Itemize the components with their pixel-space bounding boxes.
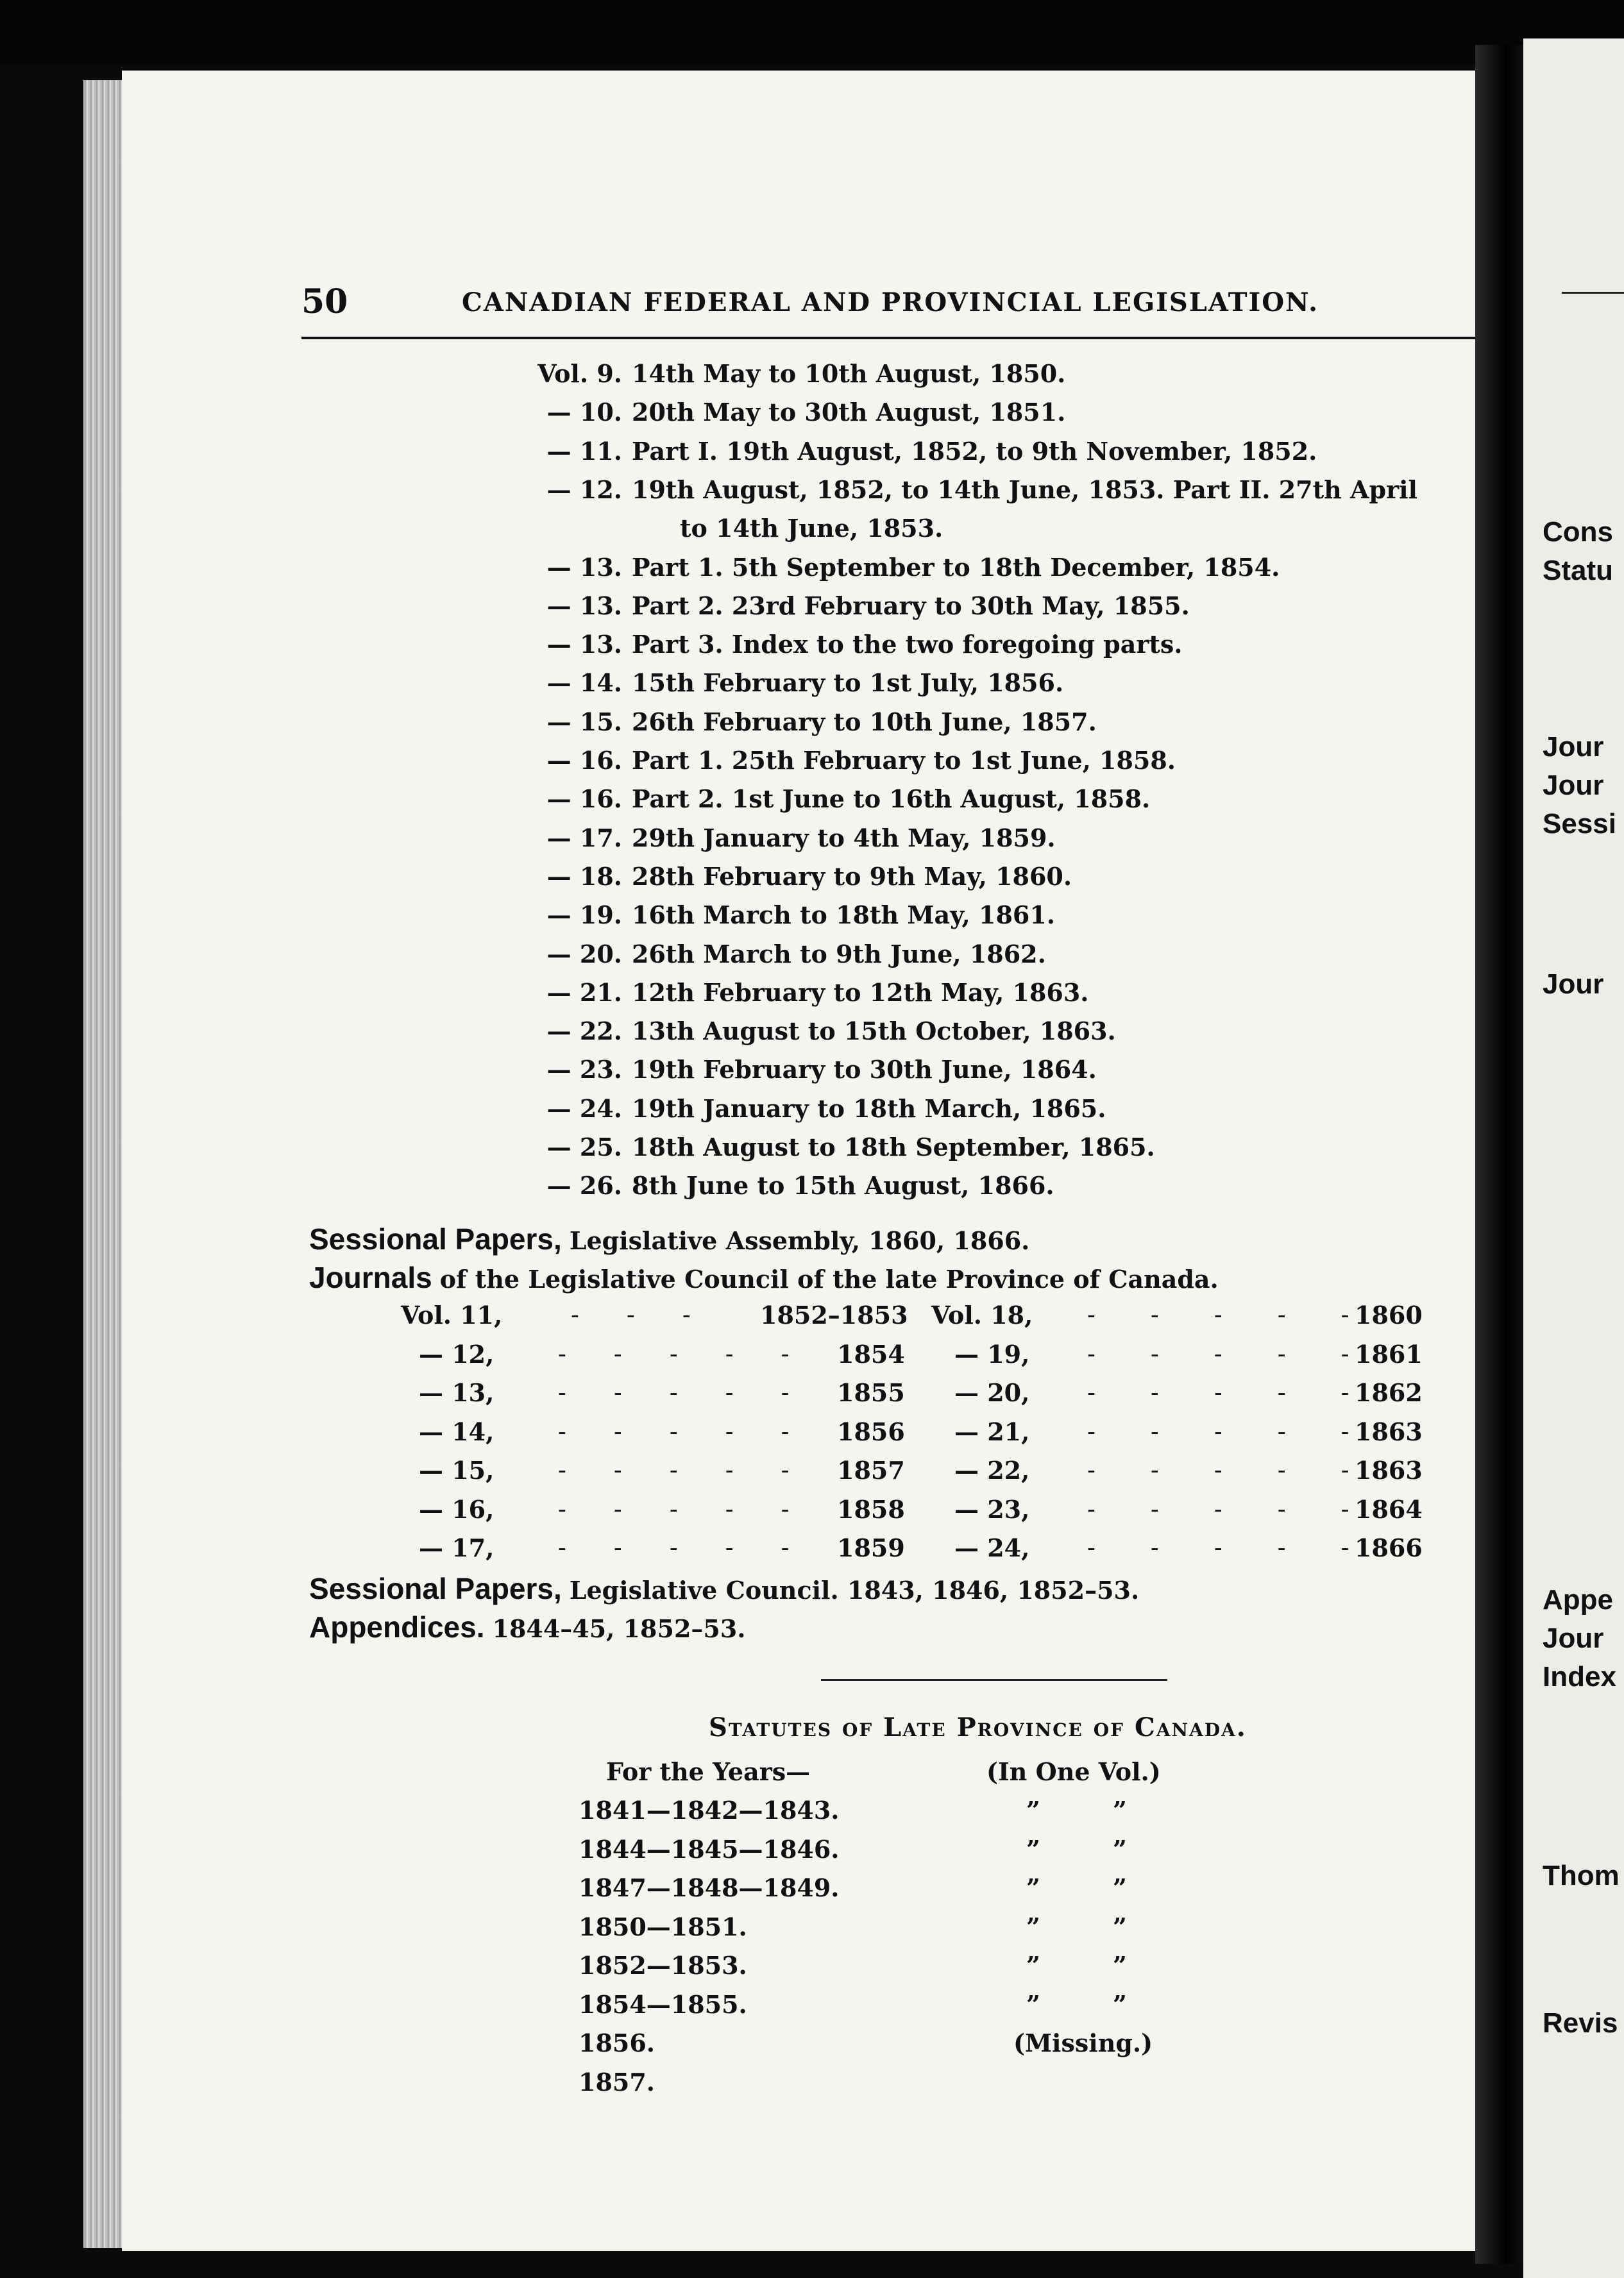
- section-text: 1844–45, 1852–53.: [492, 1614, 746, 1643]
- leader-dots: - - - - -: [1087, 1378, 1349, 1406]
- facing-page-fragment: Appe: [1543, 1584, 1613, 1616]
- volume-dates: Part 1. 25th February to 1st June, 1858.: [632, 746, 1176, 775]
- journal-vol-left: Vol. 11,: [401, 1301, 503, 1329]
- journal-vol-right: — 19,: [954, 1339, 1030, 1369]
- leader-dots: - - - - -: [1087, 1494, 1349, 1523]
- ditto-mark: ”: [1026, 1834, 1040, 1864]
- volume-number: — 16.: [546, 784, 622, 814]
- facing-page-fragment: Sessi: [1543, 808, 1616, 839]
- book-gutter: [1475, 45, 1527, 2264]
- volume-dates: 26th March to 9th June, 1862.: [632, 939, 1046, 968]
- journal-vol-right: — 23,: [954, 1494, 1030, 1524]
- facing-page-fragment: Thom: [1543, 1860, 1620, 1891]
- volume-dates: Part I. 19th August, 1852, to 9th November, 1852.: [632, 436, 1317, 466]
- page-number: 50: [301, 282, 348, 321]
- volume-dates: to 14th June, 1853.: [680, 514, 943, 543]
- journal-year-right: 1861: [1355, 1339, 1423, 1369]
- journal-year-right: 1864: [1355, 1494, 1423, 1524]
- statute-years: 1857.: [579, 2067, 655, 2097]
- volume-dates: 29th January to 4th May, 1859.: [632, 823, 1056, 852]
- volume-dates: 15th February to 1st July, 1856.: [632, 668, 1064, 698]
- section-heading: Sessional Papers,: [309, 1222, 562, 1256]
- facing-page-fragment: Jour: [1543, 731, 1604, 763]
- appendices: [309, 1610, 746, 1644]
- section-text: of the Legislative Council of the late Province of Canada.: [439, 1265, 1219, 1294]
- statute-years: 1854—1855.: [579, 1989, 747, 2019]
- volume-dates: Part 2. 1st June to 16th August, 1858.: [632, 784, 1151, 814]
- volume-number: — 15.: [546, 707, 622, 736]
- facing-page-fragment: Revis: [1543, 2007, 1618, 2039]
- header-rule: [301, 337, 1520, 339]
- statute-years: 1850—1851.: [579, 1912, 747, 1941]
- volume-dates: 20th May to 30th August, 1851.: [632, 398, 1066, 427]
- ditto-mark: ”: [1113, 1989, 1127, 2019]
- facing-page-fragment: Index: [1543, 1661, 1616, 1692]
- journal-vol-left: — 14,: [419, 1417, 495, 1446]
- journal-vol-left: — 15,: [419, 1456, 495, 1485]
- volume-dates: 8th June to 15th August, 1866.: [632, 1171, 1054, 1201]
- journal-year-right: 1863: [1355, 1456, 1423, 1485]
- leader-dots: - - - - -: [558, 1339, 790, 1368]
- volume-number: — 13.: [546, 630, 622, 659]
- sessional-papers-council: [309, 1571, 1139, 1606]
- journal-vol-left: — 17,: [419, 1533, 495, 1562]
- statutes-col-vol: (In One Vol.): [986, 1757, 1161, 1786]
- statutes-col-years: For the Years—: [606, 1757, 811, 1786]
- leader-dots: - - - - -: [1087, 1301, 1349, 1329]
- volume-dates: 28th February to 9th May, 1860.: [632, 861, 1072, 891]
- statute-note: (Missing.): [1013, 2029, 1153, 2057]
- journal-vol-right: Vol. 18,: [931, 1301, 1033, 1329]
- facing-page-fragment: Jour: [1543, 968, 1604, 1000]
- statute-years: 1841—1842—1843.: [579, 1796, 840, 1825]
- statute-years: 1852—1853.: [579, 1951, 747, 1980]
- journal-vol-right: — 20,: [954, 1378, 1030, 1407]
- journal-year-left: 1852–1853: [760, 1301, 908, 1329]
- volume-dates: 18th August to 18th September, 1865.: [632, 1133, 1155, 1161]
- volume-number: — 14.: [546, 668, 622, 698]
- journal-year-left: 1856: [837, 1417, 905, 1446]
- leader-dots: - - - - -: [558, 1378, 790, 1406]
- scan-border: [0, 0, 1624, 64]
- volume-number: — 21.: [546, 977, 622, 1007]
- statute-years: 1844—1845—1846.: [579, 1834, 840, 1864]
- volume-number: — 20.: [546, 939, 622, 968]
- volume-dates: 19th August, 1852, to 14th June, 1853. Part II. 27th April: [632, 475, 1417, 504]
- volume-number: — 18.: [546, 861, 622, 891]
- journal-year-right: 1863: [1355, 1417, 1423, 1446]
- volume-number: — 11.: [546, 436, 622, 466]
- journal-vol-right: — 22,: [954, 1456, 1030, 1485]
- volume-dates: 16th March to 18th May, 1861.: [632, 900, 1055, 930]
- volume-dates: 19th February to 30th June, 1864.: [632, 1055, 1097, 1084]
- ditto-mark: ”: [1113, 1951, 1127, 1980]
- section-heading: Journals: [309, 1261, 432, 1294]
- volume-number: — 13.: [546, 591, 622, 620]
- journal-year-right: 1862: [1355, 1378, 1423, 1407]
- journal-vol-left: — 13,: [419, 1378, 495, 1407]
- leader-dots: - - - - -: [558, 1417, 790, 1446]
- leader-dots: - - - - -: [1087, 1456, 1349, 1484]
- volume-number: — 23.: [546, 1055, 622, 1084]
- ditto-mark: ”: [1113, 1912, 1127, 1941]
- leader-dots: - - - - -: [1087, 1533, 1349, 1562]
- facing-page-rule: [1562, 292, 1624, 294]
- volume-number: — 19.: [546, 900, 622, 930]
- ditto-mark: ”: [1026, 1796, 1040, 1825]
- volume-number: — 17.: [546, 823, 622, 852]
- volume-dates: 13th August to 15th October, 1863.: [632, 1017, 1116, 1046]
- journals-council: [309, 1260, 1219, 1295]
- facing-page-fragment: Jour: [1543, 1623, 1604, 1654]
- ditto-mark: ”: [1113, 1873, 1127, 1902]
- facing-page-fragment: Cons: [1543, 516, 1613, 548]
- volume-number: — 26.: [546, 1171, 622, 1201]
- ditto-mark: ”: [1026, 1912, 1040, 1941]
- statute-years: 1847—1848—1849.: [579, 1873, 840, 1902]
- volume-dates: Part 2. 23rd February to 30th May, 1855.: [632, 591, 1190, 620]
- journal-year-right: 1866: [1355, 1533, 1423, 1562]
- leader-dots: - - - - -: [558, 1533, 790, 1562]
- facing-page-fragment: Jour: [1543, 770, 1604, 801]
- volume-number: — 25.: [546, 1133, 622, 1161]
- journal-year-left: 1858: [837, 1494, 905, 1524]
- volume-dates: 19th January to 18th March, 1865.: [632, 1093, 1106, 1123]
- book-page: [122, 71, 1482, 2251]
- volume-dates: Part 1. 5th September to 18th December, 1854.: [632, 552, 1280, 582]
- journal-year-right: 1860: [1355, 1301, 1423, 1329]
- leader-dots: - - - - -: [558, 1494, 790, 1523]
- volume-number: — 16.: [546, 746, 622, 775]
- ditto-mark: ”: [1026, 1989, 1040, 2019]
- ditto-mark: ”: [1113, 1834, 1127, 1864]
- volume-number: — 12.: [546, 475, 622, 504]
- volume-number: — 22.: [546, 1017, 622, 1046]
- volume-dates: 12th February to 12th May, 1863.: [632, 977, 1089, 1007]
- volume-number: — 24.: [546, 1093, 622, 1123]
- statutes-title: Statutes of Late Province of Canada.: [709, 1712, 1247, 1742]
- section-text: Legislative Council. 1843, 1846, 1852–53.: [569, 1576, 1140, 1605]
- leader-dots: - - -: [571, 1301, 691, 1329]
- volume-number: — 13.: [546, 552, 622, 582]
- leader-dots: - - - - -: [1087, 1339, 1349, 1368]
- section-heading: Appendices.: [309, 1610, 485, 1644]
- volume-number: Vol. 9.: [537, 359, 622, 388]
- facing-page-fragment: Statu: [1543, 555, 1613, 586]
- journal-year-left: 1859: [837, 1533, 905, 1562]
- volume-dates: 26th February to 10th June, 1857.: [632, 707, 1097, 736]
- volume-number: — 10.: [546, 398, 622, 427]
- page-edge-stack: [83, 80, 125, 2248]
- leader-dots: - - - - -: [1087, 1417, 1349, 1446]
- statute-years: 1856.: [579, 2029, 655, 2057]
- section-heading: Sessional Papers,: [309, 1572, 562, 1605]
- journal-vol-left: — 16,: [419, 1494, 495, 1524]
- journal-year-left: 1854: [837, 1339, 905, 1369]
- section-divider: [821, 1679, 1167, 1681]
- volume-dates: 14th May to 10th August, 1850.: [632, 359, 1066, 388]
- journal-vol-right: — 21,: [954, 1417, 1030, 1446]
- running-title: CANADIAN FEDERAL AND PROVINCIAL LEGISLATION.: [462, 287, 1319, 317]
- ditto-mark: ”: [1026, 1951, 1040, 1980]
- journal-vol-left: — 12,: [419, 1339, 495, 1369]
- sessional-papers-assembly: [309, 1222, 1029, 1256]
- volume-dates: Part 3. Index to the two foregoing parts.: [632, 630, 1183, 659]
- ditto-mark: ”: [1113, 1796, 1127, 1825]
- journal-vol-right: — 24,: [954, 1533, 1030, 1562]
- leader-dots: - - - - -: [558, 1456, 790, 1484]
- section-text: Legislative Assembly, 1860, 1866.: [569, 1226, 1030, 1255]
- journal-year-left: 1857: [837, 1456, 905, 1485]
- ditto-mark: ”: [1026, 1873, 1040, 1902]
- journal-year-left: 1855: [837, 1378, 905, 1407]
- facing-page: [1523, 38, 1624, 2278]
